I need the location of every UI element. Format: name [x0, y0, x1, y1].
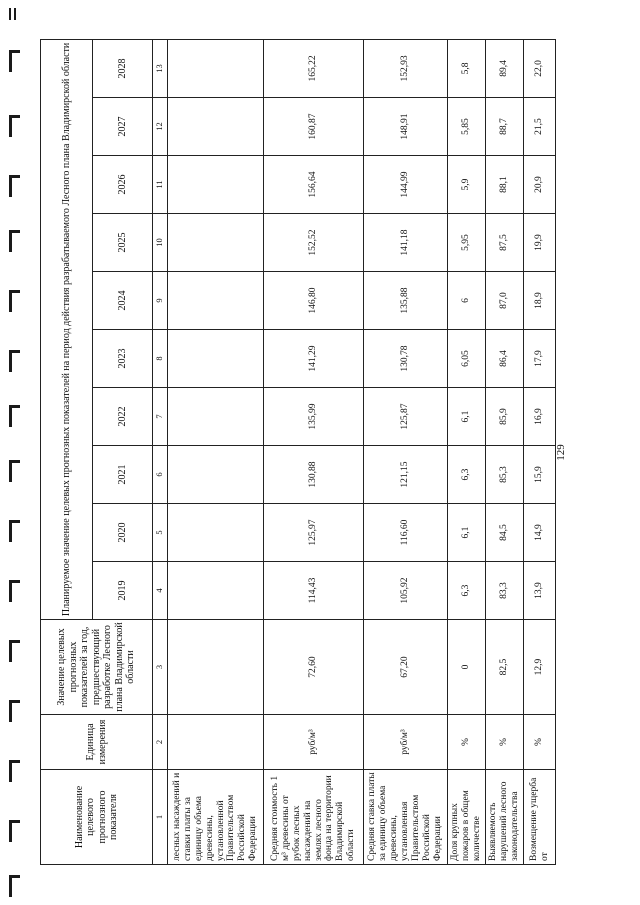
table-row: [524, 39, 556, 864]
planned-value: [168, 272, 264, 330]
planned-value: 152,52: [264, 214, 364, 272]
column-number: 7: [153, 388, 168, 446]
planned-value: 146,80: [264, 272, 364, 330]
planned-value: 6,1: [448, 504, 486, 562]
column-number: 8: [153, 330, 168, 388]
column-number: 4: [153, 562, 168, 620]
indicator-name: лесных насаждений и ставки платы за единицу объема древесины, установленной Правительством Российской Федерации: [168, 770, 264, 865]
planned-value: 5,85: [448, 98, 486, 156]
indicator-unit: руб/м³: [364, 715, 448, 770]
binding-marks: [8, 0, 28, 905]
indicator-name: Средняя стоимость 1 м³ древесины от рубок лесных насаждений на землях лесного фонда на территории Владимирской области: [264, 770, 364, 865]
binding-mark: [8, 350, 20, 372]
forecast-indicators-table: [40, 39, 556, 865]
planned-value: 141,18: [364, 214, 448, 272]
header-planned-values: Планируемое значение целевых прогнозных показателей на период действия разрабатываемого Лесного плана Владимирской области: [41, 39, 93, 619]
planned-value: 14,9: [524, 504, 556, 562]
binding-mark: [8, 175, 20, 197]
binding-mark: [8, 230, 20, 252]
binding-mark: [13, 8, 25, 20]
header-year: 2028: [93, 39, 153, 97]
planned-value: 148,91: [364, 98, 448, 156]
planned-value: 83,3: [486, 562, 524, 620]
table-row: [168, 39, 264, 864]
planned-value: 6,1: [448, 388, 486, 446]
binding-mark: [8, 580, 20, 602]
planned-value: [168, 330, 264, 388]
planned-value: [168, 98, 264, 156]
planned-value: [168, 214, 264, 272]
planned-value: 88,1: [486, 156, 524, 214]
planned-value: 121,15: [364, 446, 448, 504]
table-row: [264, 39, 364, 864]
planned-value: 84,5: [486, 504, 524, 562]
header-previous-year-value: Значение целевых прогнозных показателей за год, предшествующий разработке Лесного плана Владимирской области: [41, 620, 153, 715]
planned-value: 125,87: [364, 388, 448, 446]
planned-value: 88,7: [486, 98, 524, 156]
planned-value: 114,43: [264, 562, 364, 620]
indicator-unit: %: [524, 715, 556, 770]
table-body: [168, 39, 556, 864]
planned-value: 141,29: [264, 330, 364, 388]
binding-mark: [8, 115, 20, 137]
planned-value: 105,92: [364, 562, 448, 620]
header-year: 2027: [93, 98, 153, 156]
header-year: 2026: [93, 156, 153, 214]
column-number: 3: [153, 620, 168, 715]
column-number: 9: [153, 272, 168, 330]
planned-value: 13,9: [524, 562, 556, 620]
header-year: 2024: [93, 272, 153, 330]
previous-year-value: 12,9: [524, 620, 556, 715]
planned-value: 85,3: [486, 446, 524, 504]
column-number: 6: [153, 446, 168, 504]
planned-value: 89,4: [486, 39, 524, 97]
indicator-unit: [168, 715, 264, 770]
column-number: 13: [153, 39, 168, 97]
binding-mark: [8, 820, 20, 842]
planned-value: 86,4: [486, 330, 524, 388]
planned-value: 85,9: [486, 388, 524, 446]
planned-value: 20,9: [524, 156, 556, 214]
header-year: 2021: [93, 446, 153, 504]
planned-value: 130,88: [264, 446, 364, 504]
planned-value: 87,0: [486, 272, 524, 330]
column-number: 10: [153, 214, 168, 272]
planned-value: 6,05: [448, 330, 486, 388]
planned-value: 21,5: [524, 98, 556, 156]
planned-value: 6,3: [448, 562, 486, 620]
planned-value: [168, 504, 264, 562]
column-number: 12: [153, 98, 168, 156]
previous-year-value: 67,20: [364, 620, 448, 715]
planned-value: 5,95: [448, 214, 486, 272]
column-number: 11: [153, 156, 168, 214]
column-number: 5: [153, 504, 168, 562]
header-unit: Единица измерения: [41, 715, 153, 770]
planned-value: 152,93: [364, 39, 448, 97]
binding-mark: [8, 700, 20, 722]
planned-value: 22,0: [524, 39, 556, 97]
planned-value: 87,5: [486, 214, 524, 272]
planned-value: 156,64: [264, 156, 364, 214]
binding-mark: [8, 520, 20, 542]
planned-value: 130,78: [364, 330, 448, 388]
previous-year-value: 72,60: [264, 620, 364, 715]
planned-value: 144,99: [364, 156, 448, 214]
header-year: 2022: [93, 388, 153, 446]
rotated-table-container: [40, 40, 600, 865]
binding-mark: [8, 290, 20, 312]
planned-value: 135,88: [364, 272, 448, 330]
header-year: 2019: [93, 562, 153, 620]
indicator-unit: %: [448, 715, 486, 770]
binding-mark: [8, 640, 20, 662]
planned-value: [168, 156, 264, 214]
planned-value: 165,22: [264, 39, 364, 97]
planned-value: 17,9: [524, 330, 556, 388]
planned-value: 116,60: [364, 504, 448, 562]
column-number: 1: [153, 770, 168, 865]
planned-value: 6: [448, 272, 486, 330]
table-row: [486, 39, 524, 864]
planned-value: 5,8: [448, 39, 486, 97]
planned-value: 160,87: [264, 98, 364, 156]
planned-value: 18,9: [524, 272, 556, 330]
indicator-unit: %: [486, 715, 524, 770]
header-indicator-name: Наименование целевого прогнозного показателя: [41, 770, 153, 865]
indicator-unit: руб/м³: [264, 715, 364, 770]
header-year: 2025: [93, 214, 153, 272]
planned-value: 125,97: [264, 504, 364, 562]
table-row: [364, 39, 448, 864]
planned-value: [168, 562, 264, 620]
previous-year-value: [168, 620, 264, 715]
table-row: [448, 39, 486, 864]
binding-mark: [8, 405, 20, 427]
header-year: 2020: [93, 504, 153, 562]
binding-mark: [8, 460, 20, 482]
indicator-name: Выявляемость нарушений лесного законодательства: [486, 770, 524, 865]
indicator-name: Возмещение ущерба от: [524, 770, 556, 865]
planned-value: 135,99: [264, 388, 364, 446]
planned-value: 15,9: [524, 446, 556, 504]
previous-year-value: 82,5: [486, 620, 524, 715]
column-number: 2: [153, 715, 168, 770]
binding-mark: [8, 875, 20, 897]
planned-value: [168, 39, 264, 97]
planned-value: 5,9: [448, 156, 486, 214]
planned-value: [168, 388, 264, 446]
planned-value: 6,3: [448, 446, 486, 504]
binding-mark: [8, 50, 20, 72]
previous-year-value: 0: [448, 620, 486, 715]
planned-value: 16,9: [524, 388, 556, 446]
planned-value: [168, 446, 264, 504]
indicator-name: Доля крупных пожаров в общем количестве: [448, 770, 486, 865]
indicator-name: Средняя ставка платы за единицу объема древесины, установленная Правительством Российской Федерации: [364, 770, 448, 865]
planned-value: 19,9: [524, 214, 556, 272]
binding-mark: [8, 760, 20, 782]
header-year: 2023: [93, 330, 153, 388]
page-number: 129: [555, 444, 567, 461]
